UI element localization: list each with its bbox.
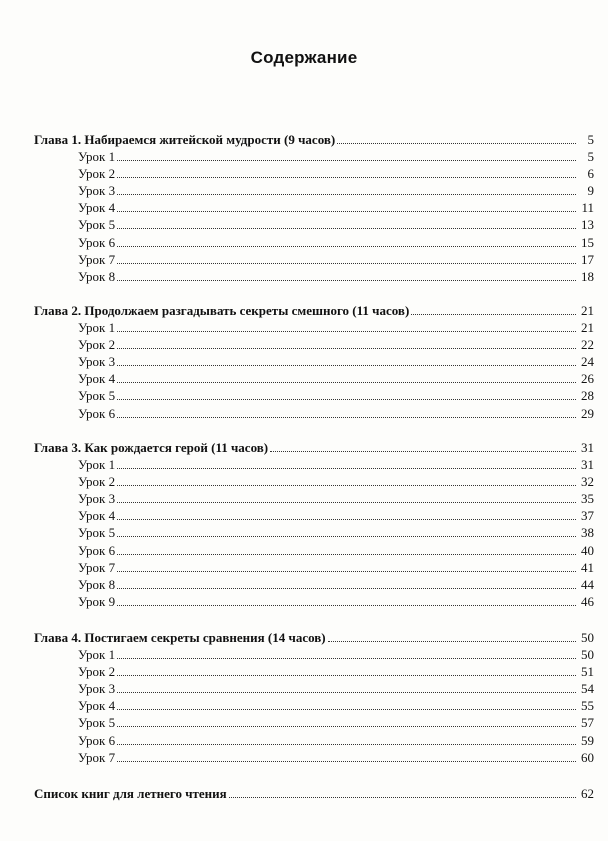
lesson-entry [0,713,608,730]
reading-list-entry-label: Список книг для летнего чтения [34,786,227,801]
lesson-entry [0,181,608,198]
lesson-entry-label: Урок 1 [78,320,116,335]
lesson-entry-label: Урок 3 [78,354,116,369]
lesson-entry-page-number: 32 [581,474,594,489]
lesson-entry [0,250,608,267]
lesson-entry-label: Урок 4 [78,698,116,713]
lesson-entry-label: Урок 6 [78,543,116,558]
dot-leader [117,760,576,762]
lesson-entry-page-number: 51 [581,664,594,679]
lesson-entry-label: Урок 5 [78,715,116,730]
lesson-entry [0,215,608,232]
lesson-entry [0,748,608,765]
chapter-entry [0,130,608,147]
lesson-entry-label: Урок 4 [78,200,116,215]
lesson-entry [0,679,608,696]
lesson-entry-page-number: 60 [581,750,594,765]
chapter-entry-page-number: 21 [581,303,594,318]
dot-leader [117,708,576,710]
lesson-entry-page-number: 29 [581,406,594,421]
dot-leader [117,364,576,366]
lesson-entry-page-number: 9 [587,183,594,198]
chapter-entry [0,628,608,645]
lesson-entry-label: Урок 6 [78,406,116,421]
lesson-entry-label: Урок 1 [78,149,116,164]
lesson-entry-label: Урок 8 [78,269,116,284]
chapter-entry-page-number: 50 [581,630,594,645]
lesson-entry-page-number: 35 [581,491,594,506]
lesson-entry-page-number: 5 [587,149,594,164]
lesson-entry-label: Урок 4 [78,371,116,386]
lesson-entry [0,506,608,523]
lesson-entry-page-number: 15 [581,235,594,250]
dot-leader [117,484,576,486]
chapter-entry-page-number: 31 [581,440,594,455]
lesson-entry-label: Урок 3 [78,681,116,696]
lesson-entry [0,386,608,403]
lesson-entry-page-number: 50 [581,647,594,662]
chapter-entry-label: Глава 3. Как рождается герой (11 часов) [34,440,269,455]
dot-leader [337,142,576,144]
dot-leader [117,330,576,332]
lesson-entry-page-number: 17 [581,252,594,267]
dot-leader [229,796,576,798]
lesson-entry-label: Урок 7 [78,252,116,267]
dot-leader [117,535,576,537]
lesson-entry-page-number: 41 [581,560,594,575]
dot-leader [117,725,576,727]
lesson-entry [0,164,608,181]
lesson-entry-page-number: 13 [581,217,594,232]
dot-leader [270,450,576,452]
dot-leader [117,587,576,589]
lesson-entry-page-number: 6 [587,166,594,181]
lesson-entry-label: Урок 9 [78,594,116,609]
dot-leader [117,347,576,349]
lesson-entry [0,696,608,713]
lesson-entry-label: Урок 5 [78,388,116,403]
lesson-entry-label: Урок 8 [78,577,116,592]
lesson-entry-label: Урок 1 [78,457,116,472]
lesson-entry-label: Урок 2 [78,664,116,679]
chapter-entry-page-number: 5 [587,132,594,147]
dot-leader [117,467,576,469]
lesson-entry [0,352,608,369]
dot-leader [117,604,576,606]
chapter-entry-label: Глава 2. Продолжаем разгадывать секреты смешного (11 часов) [34,303,410,318]
dot-leader [117,210,576,212]
dot-leader [117,518,576,520]
lesson-entry [0,558,608,575]
lesson-entry-label: Урок 1 [78,647,116,662]
lesson-entry-label: Урок 2 [78,337,116,352]
lesson-entry-page-number: 24 [581,354,594,369]
lesson-entry-page-number: 26 [581,371,594,386]
lesson-entry [0,147,608,164]
dot-leader [117,570,576,572]
lesson-entry-label: Урок 5 [78,525,116,540]
dot-leader [117,193,576,195]
lesson-entry-page-number: 31 [581,457,594,472]
lesson-entry-label: Урок 5 [78,217,116,232]
dot-leader [117,416,576,418]
lesson-entry [0,592,608,609]
lesson-entry [0,267,608,284]
lesson-entry [0,472,608,489]
lesson-entry-page-number: 57 [581,715,594,730]
dot-leader [117,691,576,693]
lesson-entry [0,541,608,558]
dot-leader [117,279,576,281]
dot-leader [117,501,576,503]
reading-list-entry [0,784,608,801]
lesson-entry-label: Урок 3 [78,491,116,506]
dot-leader [117,176,576,178]
lesson-entry-page-number: 22 [581,337,594,352]
page-title: Содержание [250,48,358,67]
lesson-entry-page-number: 28 [581,388,594,403]
dot-leader [117,743,576,745]
lesson-entry-page-number: 18 [581,269,594,284]
lesson-entry-page-number: 44 [581,577,594,592]
lesson-entry-label: Урок 7 [78,560,116,575]
lesson-entry-label: Урок 2 [78,474,116,489]
lesson-entry [0,662,608,679]
chapter-entry [0,301,608,318]
lesson-entry [0,731,608,748]
lesson-entry-label: Урок 4 [78,508,116,523]
lesson-entry-label: Урок 7 [78,750,116,765]
dot-leader [411,313,576,315]
lesson-entry-page-number: 40 [581,543,594,558]
dot-leader [117,245,576,247]
dot-leader [117,657,576,659]
dot-leader [117,674,576,676]
dot-leader [117,553,576,555]
lesson-entry-label: Урок 6 [78,235,116,250]
lesson-entry [0,198,608,215]
lesson-entry-page-number: 38 [581,525,594,540]
lesson-entry-page-number: 11 [581,200,594,215]
dot-leader [328,640,576,642]
reading-list-entry-page-number: 62 [581,786,594,801]
dot-leader [117,398,576,400]
lesson-entry [0,404,608,421]
chapter-entry-label: Глава 4. Постигаем секреты сравнения (14 часов) [34,630,326,645]
lesson-entry [0,455,608,472]
lesson-entry [0,489,608,506]
lesson-entry [0,523,608,540]
lesson-entry-label: Урок 2 [78,166,116,181]
lesson-entry-page-number: 37 [581,508,594,523]
lesson-entry-label: Урок 6 [78,733,116,748]
dot-leader [117,227,576,229]
lesson-entry [0,233,608,250]
chapter-entry-label: Глава 1. Набираемся житейской мудрости (9 часов) [34,132,336,147]
lesson-entry [0,645,608,662]
lesson-entry [0,335,608,352]
dot-leader [117,381,576,383]
dot-leader [117,262,576,264]
lesson-entry [0,575,608,592]
lesson-entry-page-number: 21 [581,320,594,335]
lesson-entry-page-number: 59 [581,733,594,748]
lesson-entry [0,369,608,386]
chapter-entry [0,438,608,455]
lesson-entry-page-number: 46 [581,594,594,609]
lesson-entry [0,318,608,335]
lesson-entry-page-number: 54 [581,681,594,696]
dot-leader [117,159,576,161]
lesson-entry-label: Урок 3 [78,183,116,198]
lesson-entry-page-number: 55 [581,698,594,713]
